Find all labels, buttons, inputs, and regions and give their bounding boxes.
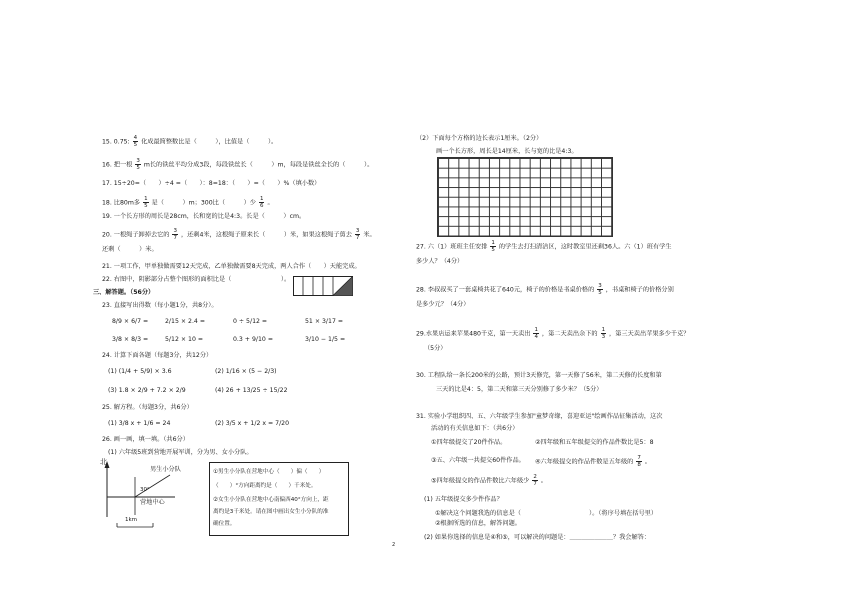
map-boys-label: 男生小分队 bbox=[150, 466, 181, 473]
calc-8: 3/10 − 1/5 = bbox=[305, 336, 346, 343]
q27-cont: 多少人？（4分） bbox=[416, 258, 464, 265]
q18-text: 是（ ）m；300比（ ）少 bbox=[151, 199, 256, 207]
info-3: ③五、六年级一共提交60件作品。 bbox=[431, 457, 525, 464]
fraction: $\frac{1}{3}$ bbox=[601, 327, 606, 340]
map-scale-label: 1km bbox=[125, 517, 138, 523]
fraction: $\frac{3}{7}$ bbox=[173, 228, 177, 241]
map-camp-label: 营地中心 bbox=[140, 499, 165, 506]
q29-text: ，第二天卖出余下的 bbox=[541, 330, 598, 338]
box-line-2: （ ）°方向距离约是（ ）千米处。 bbox=[213, 483, 317, 489]
fraction: $\frac{1}{6}$ bbox=[259, 196, 264, 209]
fraction: $\frac{3}{5}$ bbox=[598, 283, 602, 296]
q20-end: 米。 bbox=[363, 231, 376, 239]
q27-text: 的学生去打扫清洁区，这时教室里还剩36人。六（1）班有学生 bbox=[498, 243, 672, 251]
page-number: 2 bbox=[392, 542, 396, 548]
q27-label: 27. 六（1）班班主任安排 bbox=[416, 243, 488, 251]
fraction: $\frac{4}{5}$ bbox=[133, 135, 138, 148]
box-line-5: 确位置。 bbox=[213, 521, 236, 527]
fraction: $\frac{1}{5}$ bbox=[491, 240, 495, 253]
q28-cont: 是多少元？（4分） bbox=[416, 301, 470, 308]
fraction: $\frac{1}{5}$ bbox=[144, 196, 148, 209]
q26-1: (1) 六年级5班到营地开展军训，分为男、女小分队。 bbox=[108, 449, 253, 456]
q17: 17. 15÷20=（ ）÷4 =（ ）：8=18：（ ）=（ ）%（填小数） bbox=[102, 180, 321, 187]
calc-6: 5/12 × 10 = bbox=[165, 336, 204, 343]
q20-cont: 还剩（ ）米。 bbox=[102, 246, 158, 253]
info-5-end: 。 bbox=[540, 477, 547, 485]
sub-question-1: (1) 五年级提交多少件作品？ bbox=[424, 496, 503, 503]
q29-label: 29.水果店运来苹果480千克，第一天卖出 bbox=[416, 330, 531, 338]
calc-4: 51 × 3/17 = bbox=[305, 318, 344, 325]
q15-text: 化成最简整数比是（ ），比值是（ ）。 bbox=[141, 138, 278, 146]
box-line-3: ②女生小分队在营地中心南偏西40°方向上，距 bbox=[213, 497, 329, 503]
calc-7: 0.3 + 9/10 = bbox=[233, 336, 274, 343]
q18 bbox=[102, 196, 274, 209]
q19: 19. 一个长方形的周长是28cm，长和宽的比是4:3。长是（ ）cm。 bbox=[102, 213, 306, 220]
sub-question-2: (2) 如果你选择的信息是④和⑤，可以解决的问题是：＿＿＿＿＿＿＿？我会解答： bbox=[424, 534, 651, 541]
q24-1: (1) (1/4 + 5/9) × 3.6 bbox=[108, 368, 172, 375]
q27 bbox=[416, 240, 672, 253]
fraction: $\frac{3}{5}$ bbox=[136, 158, 140, 171]
q24-3: (3) 1.8 × 2/9 + 7.2 × 2/9 bbox=[108, 387, 186, 394]
q24: 24. 计算下面各题（每题3分，共12分） bbox=[102, 352, 213, 359]
box-line-1: ①男生小分队在营地中心（ ）偏（ ） bbox=[213, 469, 325, 475]
fraction: $\frac{2}{7}$ bbox=[533, 474, 537, 487]
fraction: $\frac{7}{8}$ bbox=[637, 455, 641, 468]
fraction: $\frac{1}{4}$ bbox=[534, 327, 538, 340]
q24-4: (4) 26 + 13/25 ÷ 15/22 bbox=[215, 387, 288, 394]
q20-text: ，还剩4米，这根绳子原来长（ ）米，如果这根绳子剪去 bbox=[180, 231, 352, 239]
q25-2: (2) 3/5 x + 1/2 x = 7/20 bbox=[215, 420, 290, 427]
info-1: ①四年级提交了20件作品。 bbox=[431, 439, 507, 446]
map-north-label: 北 bbox=[100, 458, 107, 466]
q15 bbox=[102, 135, 277, 148]
info-4 bbox=[535, 455, 651, 468]
info-5 bbox=[431, 474, 547, 487]
info-2: ②四年级和五年级提交的作品件数比是5：8 bbox=[535, 439, 654, 446]
q25: 25. 解方程。（每题3分，共6分） bbox=[102, 404, 193, 411]
q20-label: 20. 一根绳子卸掉去它的 bbox=[102, 231, 170, 239]
info-5-text: ⑤四年级提交的作品件数比六年级少 bbox=[431, 477, 530, 485]
q26: 26. 画一画，填一填。（共6分） bbox=[102, 436, 189, 443]
sub-question-1a: ①解决这个问题我选的信息是（ ）。（将序号填在括号里） bbox=[435, 510, 658, 517]
q15-label: 15. 0.75: bbox=[102, 138, 130, 146]
part2-instruction: 画一个长方形，周长是14厘米，长与宽的比是4:3。 bbox=[436, 148, 578, 155]
map-angle-label: 30° bbox=[140, 487, 150, 493]
q20 bbox=[102, 228, 376, 241]
q25-1: (1) 3/8 x + 1/6 = 24 bbox=[108, 420, 171, 427]
info-4-text: ④六年级提交的作品件数是五年级的 bbox=[535, 458, 634, 466]
q28 bbox=[416, 283, 674, 296]
calc-3: 0 ÷ 5/12 = bbox=[233, 318, 268, 325]
q16-text: m长的铁丝平均分成3段，每段铁丝长（ ）m，每段是铁丝全长的（ ）。 bbox=[143, 161, 374, 169]
q30-line1: 30. 工程队给一条长200米的公路，预计3天修完，第一天修了56米，第二天修的长度和第 bbox=[416, 372, 662, 379]
q31-line2: 活动的有关信息如下：（共6分） bbox=[431, 425, 519, 432]
q18-end: 。 bbox=[267, 199, 274, 207]
q21: 21. 一项工作，甲单独做需要12天完成，乙单独做需要8天完成，两人合作（ ）天能完成。 bbox=[102, 263, 361, 270]
q22: 22. 右图中，阴影部分占整个图形的面积比是（ ）。 bbox=[102, 276, 291, 283]
q29 bbox=[416, 327, 689, 340]
calc-5: 3/8 × 8/3 = bbox=[112, 336, 149, 343]
q23: 23. 直接写出得数（每小题1分，共8分）。 bbox=[102, 302, 218, 309]
calc-2: 2/15 × 2.4 = bbox=[165, 318, 206, 325]
part2-heading: （2）下面每个方格的边长表示1厘米。（2分） bbox=[416, 135, 543, 142]
q16 bbox=[102, 158, 373, 171]
q16-label: 16. 把一根 bbox=[102, 161, 133, 169]
q31-line1: 31. 实验小学组织四、五、六年级学生参加"童梦奇缘，喜迎亚运"绘画作品征集活动，这次 bbox=[416, 413, 663, 420]
info-4-end: 。 bbox=[644, 458, 651, 466]
q29-end: ，第三天卖出苹果多少千克？ bbox=[609, 330, 690, 338]
fraction: $\frac{3}{7}$ bbox=[355, 228, 360, 241]
q30-line2: 三天的比是4：5，第二天和第三天分别修了多少米？（5分） bbox=[436, 386, 603, 393]
section-heading: 三、解答题。（56分） bbox=[93, 289, 155, 296]
box-line-4: 离约是3千米处。请在图中画出女生小分队的准 bbox=[213, 509, 329, 515]
q18-label: 18. 比80m多 bbox=[102, 199, 141, 207]
shaded-figure bbox=[293, 276, 353, 296]
q28-text: ，书桌和椅子的价格分别 bbox=[605, 286, 674, 294]
q24-2: (2) 1/16 × (5 − 2/3) bbox=[215, 368, 277, 375]
q28-label: 28. 李叔叔买了一套桌椅共花了640元，椅子的价格是书桌价格的 bbox=[416, 286, 595, 294]
calc-1: 8/9 × 6/7 = bbox=[112, 318, 149, 325]
sub-question-1b: ②根据所选的信息，解答问题。 bbox=[435, 520, 521, 527]
square-grid[interactable] bbox=[437, 157, 613, 237]
q29-cont: （5分） bbox=[424, 345, 447, 352]
